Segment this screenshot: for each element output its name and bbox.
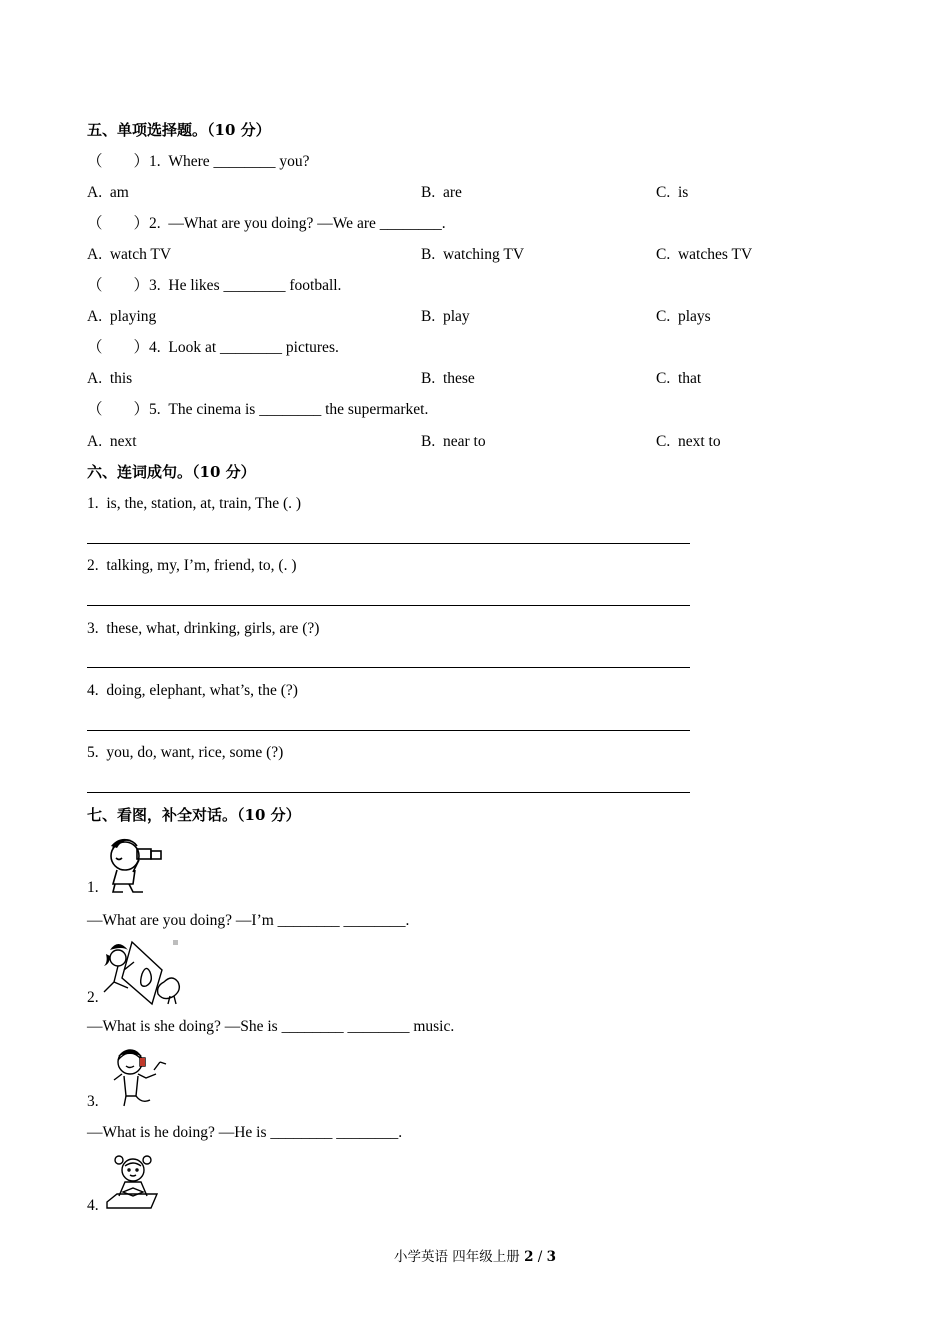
boy-camera-picture [103, 836, 167, 896]
picture-item-3-number: 3. [87, 1093, 99, 1110]
footer-subject: 小学英语 四年级上册 [393, 1249, 525, 1265]
q3-option-a: A. playing [87, 308, 157, 325]
answer-line-1 [87, 543, 690, 544]
picture-item-1-dialogue: —What are you doing? —I’m ________ ________. [87, 912, 410, 929]
q4-option-b: B. these [421, 370, 475, 387]
reorder-item-3: 3. these, what, drinking, girls, are (?) [87, 620, 320, 637]
q2-option-a: A. watch TV [87, 246, 172, 263]
reorder-item-4: 4. doing, elephant, what’s, the (?) [87, 682, 298, 699]
picture-item-4-number: 4. [87, 1197, 99, 1214]
footer-page-total: 3 [546, 1249, 557, 1265]
q1-option-b: B. are [421, 184, 462, 201]
q5-option-c: C. next to [656, 433, 721, 450]
page-footer [0, 1245, 950, 1265]
section7-heading: 七、看图，补全对话。（10 分） [87, 806, 301, 824]
answer-line-4 [87, 730, 690, 731]
answer-line-5 [87, 792, 690, 793]
q5-option-b: B. near to [421, 433, 486, 450]
girl-reading-picture [105, 1152, 165, 1212]
q1-option-a: A. am [87, 184, 129, 201]
section5-heading: 五、单项选择题。（10 分） [87, 121, 271, 139]
q4-option-c: C. that [656, 370, 702, 387]
q4-option-a: A. this [87, 370, 133, 387]
answer-line-3 [87, 667, 690, 668]
q3-option-b: B. play [421, 308, 470, 325]
reorder-item-2: 2. talking, my, I’m, friend, to, (. ) [87, 557, 297, 574]
q5-option-a: A. next [87, 433, 137, 450]
section6-heading: 六、连词成句。（10 分） [87, 463, 256, 481]
picture-item-2-dialogue: —What is she doing? —She is ________ ________ music. [87, 1018, 455, 1035]
q2-stem: （ ）2. —What are you doing? —We are ________. [87, 215, 446, 232]
footer-separator: / [533, 1249, 547, 1265]
answer-line-2 [87, 605, 690, 606]
q5-stem: （ ）5. The cinema is ________ the supermarket. [87, 401, 429, 418]
q4-stem: （ ）4. Look at ________ pictures. [87, 339, 339, 356]
q2-option-b: B. watching TV [421, 246, 525, 263]
q3-option-c: C. plays [656, 308, 711, 325]
q1-stem: （ ）1. Where ________ you? [87, 153, 310, 170]
picture-item-2-number: 2. [87, 989, 99, 1006]
picture-item-3-dialogue: —What is he doing? —He is ________ ________. [87, 1124, 403, 1141]
child-headphones-picture [104, 1044, 174, 1108]
girl-drawing-picture [102, 938, 186, 1006]
picture-item-1-number: 1. [87, 879, 99, 896]
reorder-item-5: 5. you, do, want, rice, some (?) [87, 744, 284, 761]
q2-option-c: C. watches TV [656, 246, 753, 263]
q3-stem: （ ）3. He likes ________ football. [87, 277, 342, 294]
reorder-item-1: 1. is, the, station, at, train, The (. ) [87, 495, 302, 512]
footer-page-number: 2 [524, 1249, 534, 1265]
q1-option-c: C. is [656, 184, 689, 201]
